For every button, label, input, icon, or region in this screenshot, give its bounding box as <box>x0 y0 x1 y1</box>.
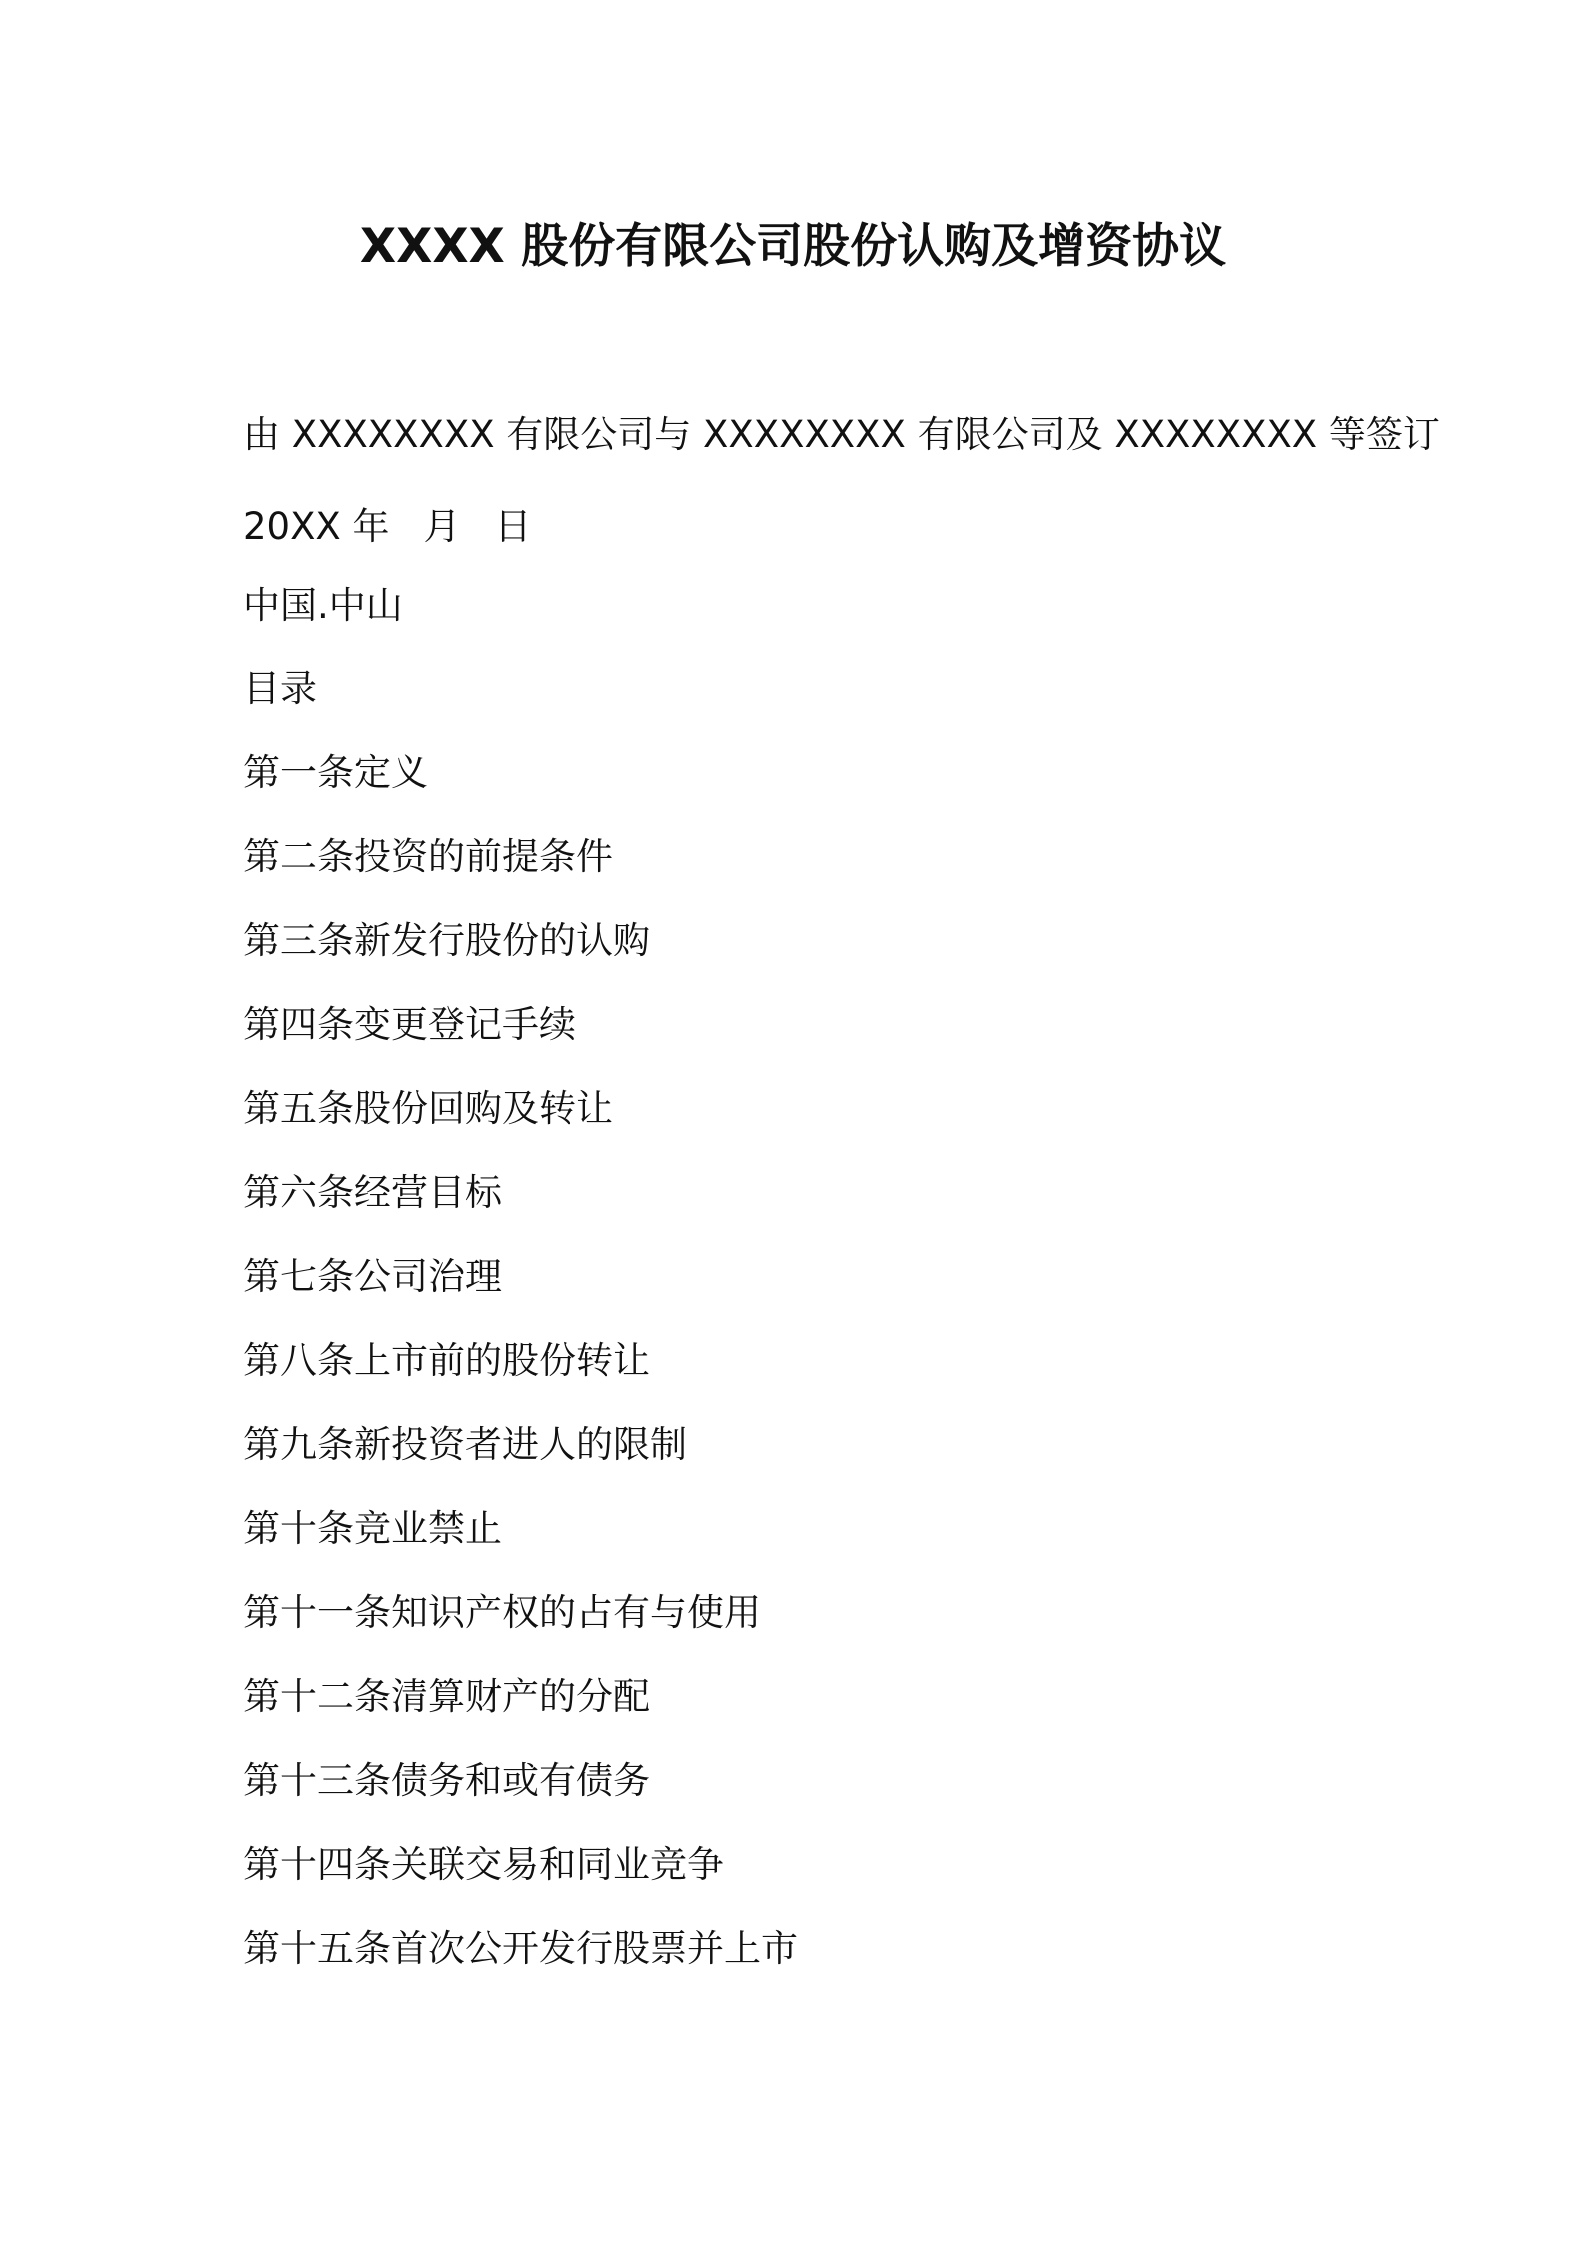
toc-item: 第四条变更登记手续 <box>243 1003 576 1046</box>
date-month: 月 <box>423 505 461 548</box>
toc-item: 第十三条债务和或有债务 <box>243 1759 650 1802</box>
toc-item: 第一条定义 <box>243 751 428 794</box>
date-day: 日 <box>494 505 532 548</box>
toc-item: 第八条上市前的股份转让 <box>243 1339 650 1382</box>
toc-item: 第五条股份回购及转让 <box>243 1087 613 1130</box>
toc-heading: 目录 <box>243 667 317 710</box>
signing-place: 中国.中山 <box>243 584 403 627</box>
toc-item: 第十条竞业禁止 <box>243 1507 502 1550</box>
toc-item: 第七条公司治理 <box>243 1255 502 1298</box>
toc-item: 第二条投资的前提条件 <box>243 835 613 878</box>
toc-item: 第十二条清算财产的分配 <box>243 1675 650 1718</box>
toc-item: 第六条经营目标 <box>243 1171 502 1214</box>
toc-item: 第十一条知识产权的占有与使用 <box>243 1591 761 1634</box>
toc-item: 第十五条首次公开发行股票并上市 <box>243 1927 798 1970</box>
toc-item: 第三条新发行股份的认购 <box>243 919 650 962</box>
document-title: XXXX 股份有限公司股份认购及增资协议 <box>359 219 1227 274</box>
signing-parties: 由 XXXXXXXX 有限公司与 XXXXXXXX 有限公司及 XXXXXXXX 等签订 <box>243 413 1440 456</box>
signing-date <box>243 499 532 555</box>
toc-item: 第九条新投资者进人的限制 <box>243 1423 687 1466</box>
toc-item: 第十四条关联交易和同业竞争 <box>243 1843 724 1886</box>
date-year: 20XX 年 <box>243 505 390 548</box>
